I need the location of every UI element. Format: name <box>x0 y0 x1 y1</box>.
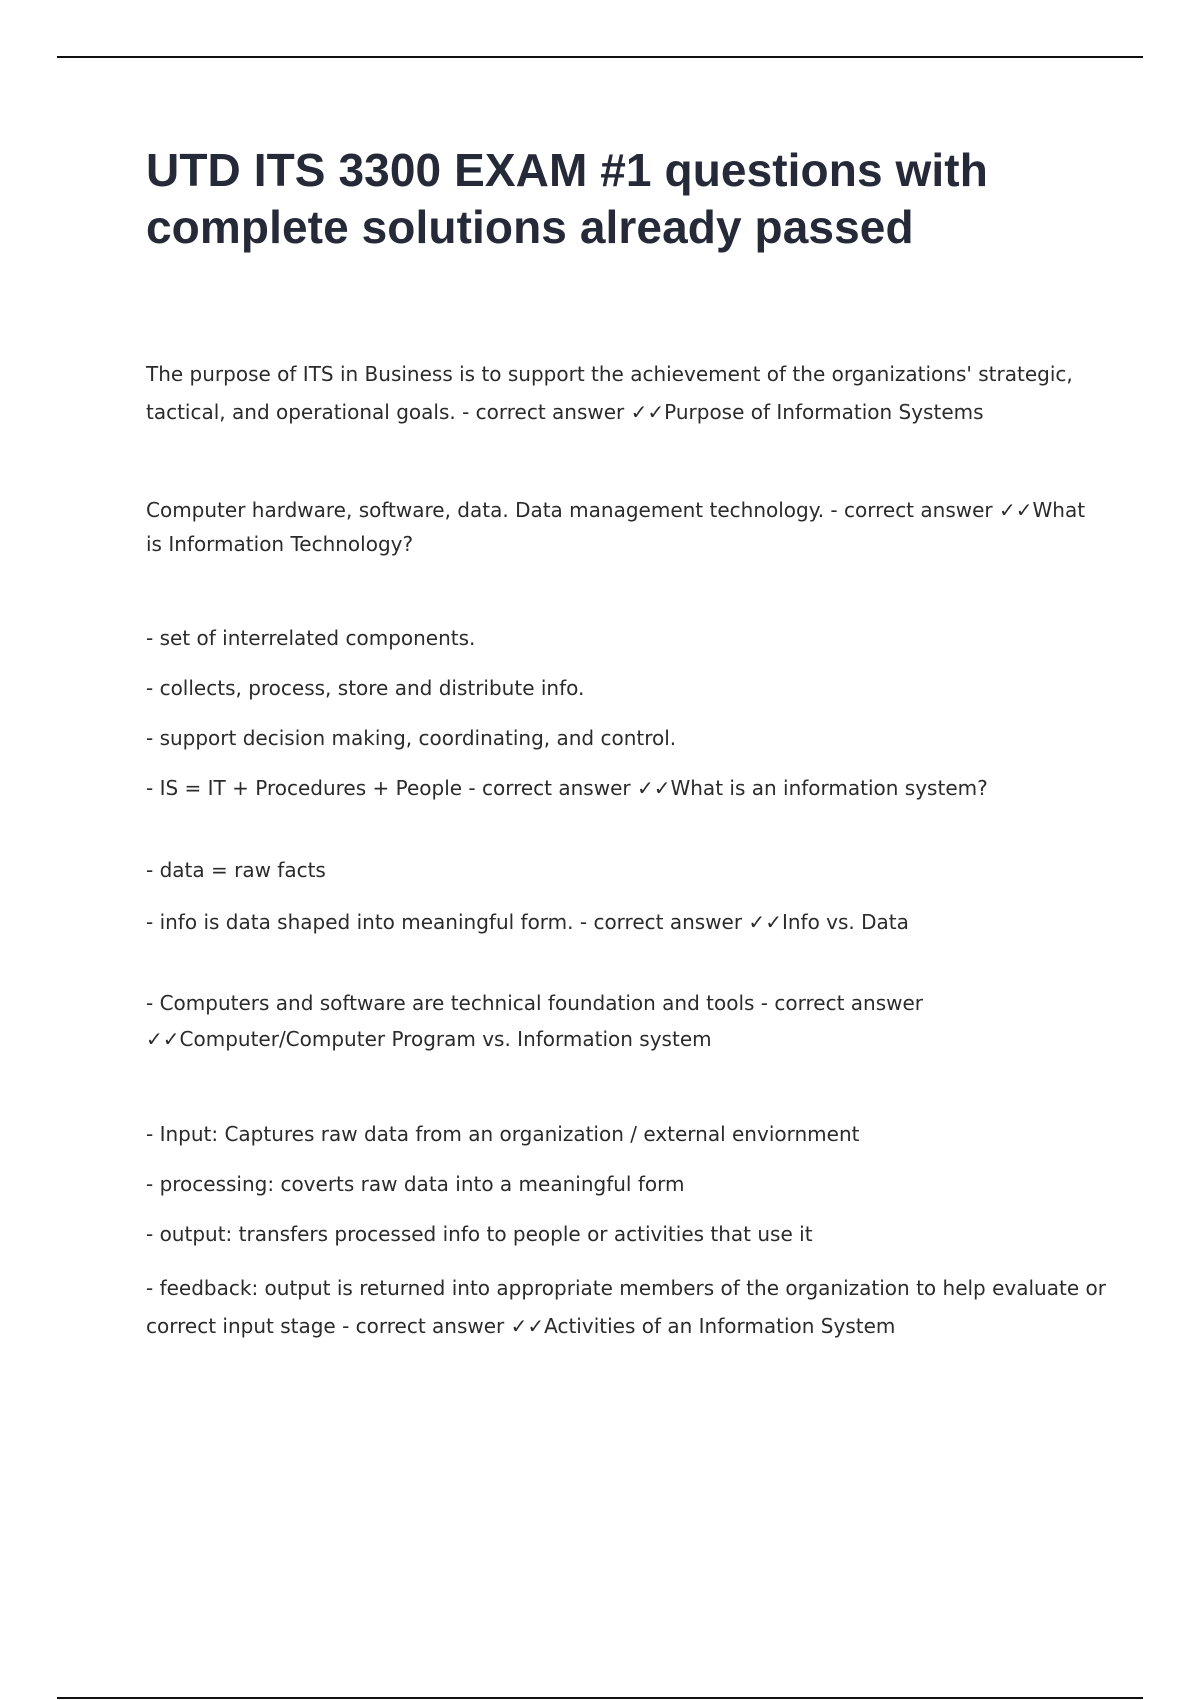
qa-item <box>146 985 1106 1057</box>
qa-line: - info is data shaped into meaningful form. - correct answer ✓✓Info vs. Data <box>146 910 909 934</box>
qa-line: - data = raw facts <box>146 858 326 882</box>
document-body <box>146 355 1106 1365</box>
bottom-rule <box>57 1697 1143 1699</box>
qa-line: - Input: Captures raw data from an organization / external enviornment <box>146 1122 860 1146</box>
qa-line: Computer hardware, software, data. Data management technology. - correct answer ✓✓What is Information Technology? <box>146 498 1086 556</box>
qa-line: - IS = IT + Procedures + People - correct answer ✓✓What is an information system? <box>146 776 988 800</box>
qa-item <box>146 355 1106 431</box>
qa-line: - feedback: output is returned into appropriate members of the organization to help evaluate or correct input stage - correct answer ✓✓Activities of an Information System <box>146 1276 1106 1338</box>
qa-line: - collects, process, store and distribute info. <box>146 676 585 700</box>
qa-line: - processing: coverts raw data into a meaningful form <box>146 1172 685 1196</box>
qa-item <box>146 855 1106 937</box>
qa-item <box>146 623 1106 803</box>
qa-line: - set of interrelated components. <box>146 626 476 650</box>
qa-line: The purpose of ITS in Business is to support the achievement of the organizations' strategic, tactical, and operational goals. - correct answer ✓✓Purpose of Information Systems <box>146 362 1073 424</box>
qa-item <box>146 1119 1106 1345</box>
qa-item <box>146 493 1106 561</box>
qa-line: - Computers and software are technical foundation and tools - correct answer ✓✓Computer/Computer Program vs. Information system <box>146 991 924 1051</box>
qa-line: - support decision making, coordinating, and control. <box>146 726 677 750</box>
top-rule <box>57 56 1143 58</box>
document-title: UTD ITS 3300 EXAM #1 questions with complete solutions already passed <box>146 144 988 253</box>
qa-line: - output: transfers processed info to people or activities that use it <box>146 1222 813 1246</box>
